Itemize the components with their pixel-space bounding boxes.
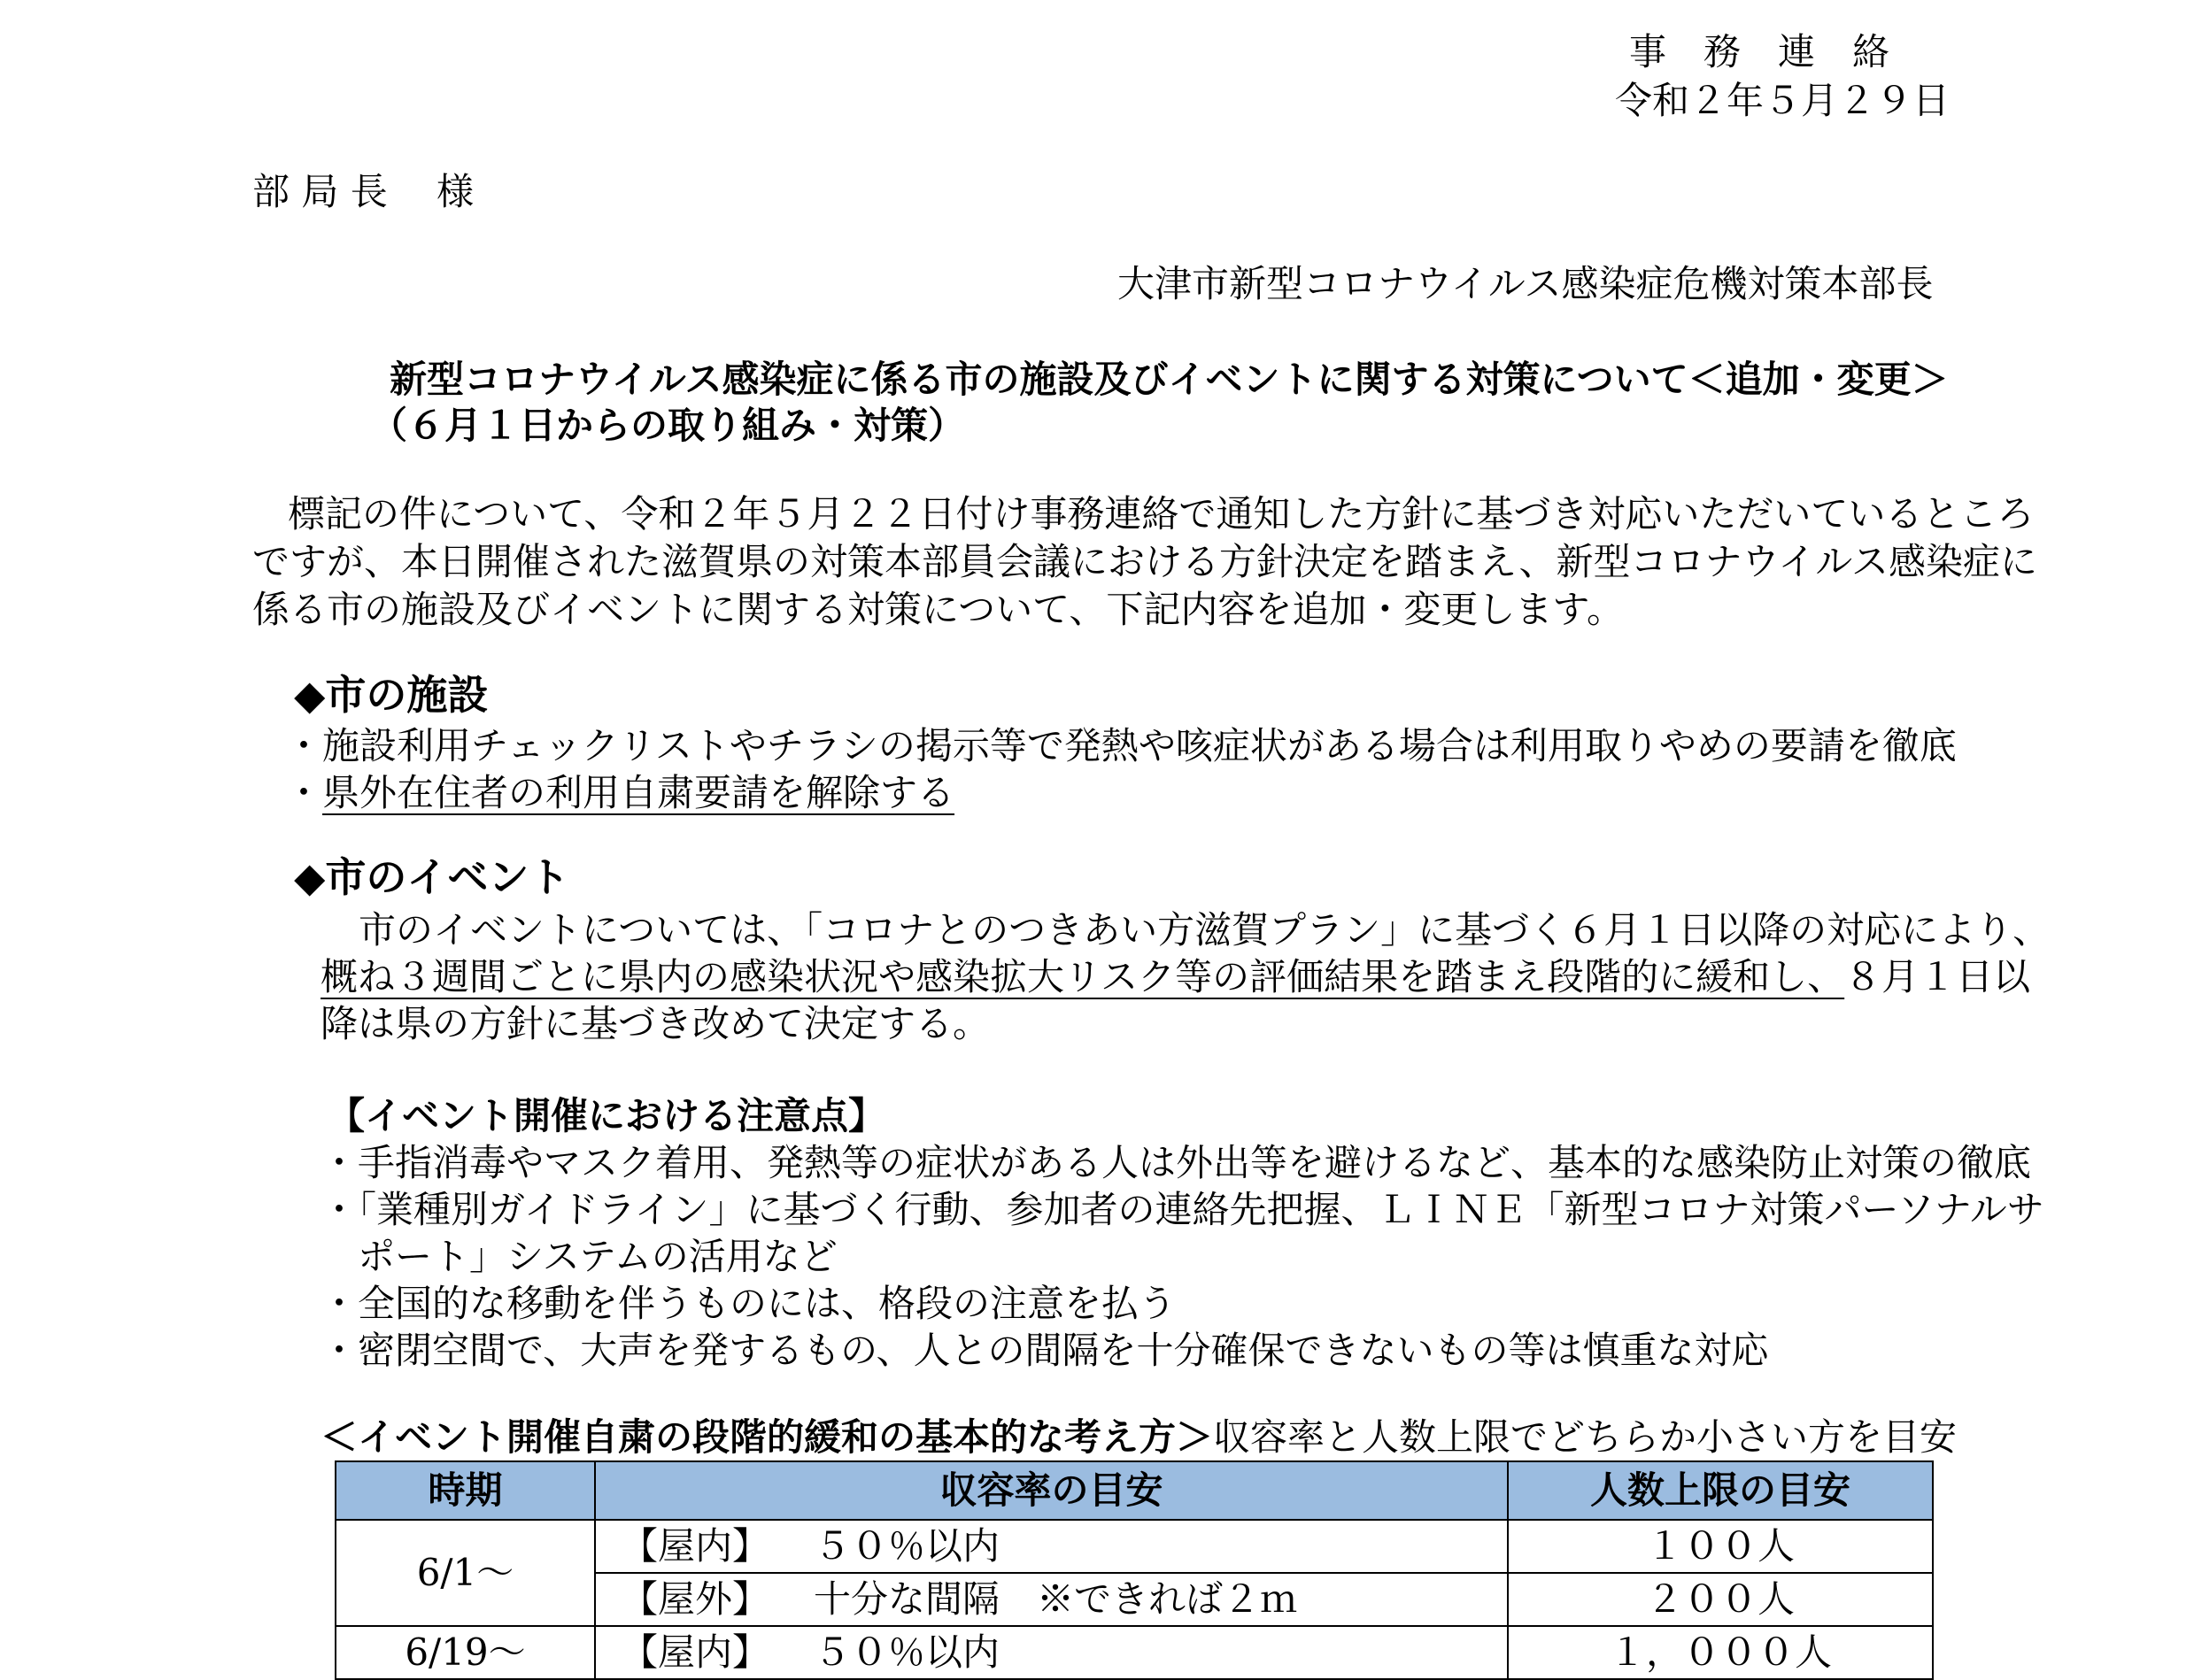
plan-heading-title: ＜イベント開催自粛の段階的緩和の基本的な考え方＞ [321,1415,1214,1459]
facilities-item-2-text: 県外在住者の利用自粛要請を解除する [322,771,955,814]
plan-heading [321,1415,1958,1459]
capacity-value: ５０％以内 [814,1630,1000,1674]
limit-cell: ２００人 [1508,1573,1933,1626]
column-header-capacity: 収容率の目安 [595,1461,1508,1520]
facilities-heading: ◆市の施設 [294,671,489,719]
period-cell: 6/19～ [336,1626,595,1679]
intro-line-2: ですが、本日開催された滋賀県の対策本部員会議における方針決定を踏まえ、新型コロナウイルス感染症に [252,540,2038,583]
plan-heading-note: 収容率と人数上限でどちらか小さい方を目安 [1213,1415,1958,1459]
notes-item-1: ・手指消毒やマスク着用、発熱等の症状がある人は外出等を避けるなど、基本的な感染防止対策の徹底 [321,1141,2032,1184]
document-subtitle: （６月１日からの取り組み・対策） [370,404,966,447]
limit-cell: １００人 [1508,1520,1933,1573]
intro-line-1: 標記の件について、令和２年５月２２日付け事務連絡で通知した方針に基づき対応いただいているところ [288,492,2035,536]
table-header-row [336,1461,1933,1520]
document-type: 事 務 連 絡 [1629,30,1890,73]
capacity-value: ５０％以内 [814,1524,1000,1568]
notes-heading: 【イベント開催における注意点】 [328,1094,886,1137]
capacity-type: 【屋内】 [621,1630,770,1674]
plan-table [335,1460,1934,1680]
period-cell: 6/1～ [336,1520,595,1626]
column-header-limit: 人数上限の目安 [1508,1461,1933,1520]
events-body-line-1: 市のイベントについては、「コロナとのつきあい方滋賀プラン」に基づく６月１日以降の対応により、 [359,908,2051,952]
facilities-item-2 [285,771,955,814]
recipient: 部 局 長 様 [252,170,475,213]
notes-item-4: ・密閉空間で、大声を発するもの、人との間隔を十分確保できないもの等は慎重な対応 [321,1329,1769,1372]
document-date: 令和２年５月２９日 [1615,79,1951,122]
notes-item-3: ・全国的な移動を伴うものには、格段の注意を払う [321,1282,1177,1325]
column-header-period: 時期 [336,1461,595,1520]
capacity-cell [595,1626,1508,1679]
table-row [336,1626,1933,1679]
events-body-line-2 [321,955,2031,998]
capacity-value: 十分な間隔 ※できれば２ｍ [814,1577,1298,1621]
notes-item-2-cont: ポート」システムの活用など [358,1235,838,1278]
events-heading: ◆市のイベント [294,853,570,901]
sender: 大津市新型コロナウイルス感染症危機対策本部長 [1117,262,1934,305]
events-body-line-3: 降は県の方針に基づき改めて決定する。 [321,1002,991,1045]
capacity-cell [595,1520,1508,1573]
intro-line-3: 係る市の施設及びイベントに関する対策について、下記内容を追加・変更します。 [252,588,1624,631]
facilities-item-1: ・施設利用チェックリストやチラシの掲示等で発熱や咳症状がある場合は利用取りやめの要請を徹底 [285,724,1957,767]
notes-item-2: ・「業種別ガイドライン」に基づく行動、参加者の連絡先把握、ＬＩＮＥ「新型コロナ対策パーソナルサ [321,1188,2044,1231]
events-body-rest: ８月１日以 [1844,955,2031,998]
limit-cell: １，０００人 [1508,1626,1933,1679]
capacity-type: 【屋外】 [621,1577,770,1621]
events-body-underlined: 概ね３週間ごとに県内の感染状況や感染拡大リスク等の評価結果を踏まえ段階的に緩和し、 [321,955,1845,998]
table-row [336,1520,1933,1573]
document-title: 新型コロナウイルス感染症に係る市の施設及びイベントに関する対策について＜追加・変更＞ [390,358,1949,401]
capacity-cell [595,1573,1508,1626]
bullet: ・ [285,771,323,814]
capacity-type: 【屋内】 [621,1524,770,1568]
